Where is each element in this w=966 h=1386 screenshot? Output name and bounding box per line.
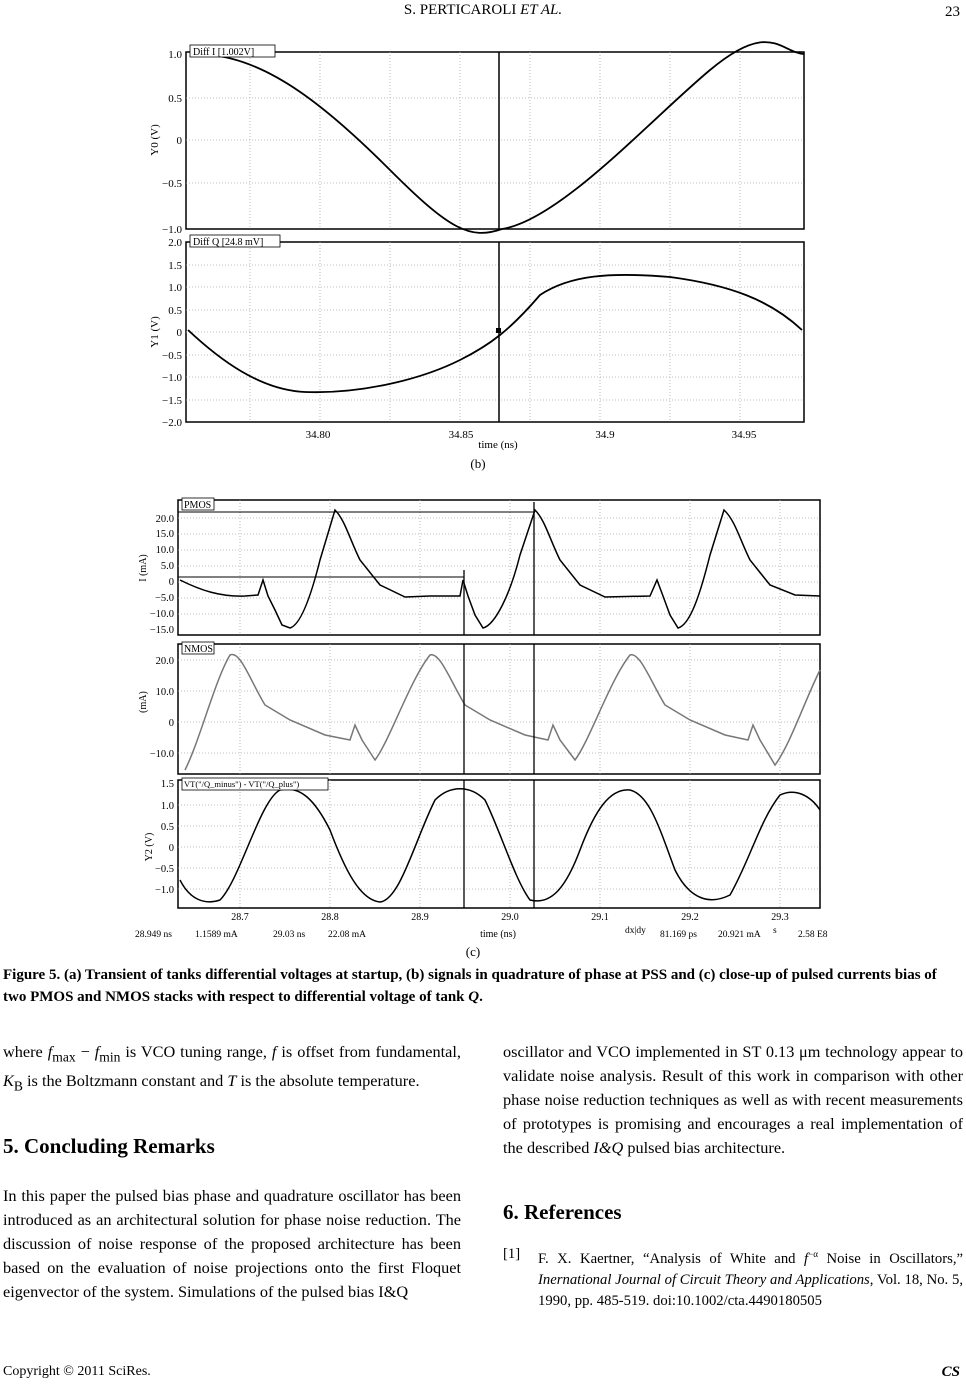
text: pulsed bias architecture. [627,1138,786,1157]
xtick: 29.1 [591,912,609,923]
pmos-ylabel: I (mA) [138,554,149,582]
ytick: −10.0 [149,609,174,620]
text: is the Boltzmann constant and [27,1071,224,1091]
ytick: 0.5 [160,822,174,833]
ytick: −2.0 [162,417,182,429]
footer-copyright: Copyright © 2011 SciRes. [3,1364,151,1379]
header-etal: ET AL. [520,2,563,18]
ytick: −1.0 [154,885,174,896]
ytick: 0.5 [168,305,182,317]
ytick: 10.0 [155,687,174,698]
pmos-legend: PMOS [184,500,212,511]
panel-c-vt [135,778,828,959]
ytick: −1.5 [162,395,182,407]
ytick: 1.5 [160,779,174,790]
ytick: −1.0 [162,224,182,236]
xtick: 34.95 [731,429,757,441]
ytick: 1.0 [168,49,182,61]
ytick: −1.0 [162,372,182,384]
caption-q: Q [468,989,480,1005]
figure-5-svg [130,40,830,960]
panel-b-bottom-ylabel: Y1 (V) [149,316,161,348]
panel-b-top-legend: Diff I [1.002V] [193,47,255,58]
left-column-para-2: In this paper the pulsed bias phase and quadrature oscillator has been introduced as an architectural solution for phase noise reduction. The discussion of noise response of the proposed architecture has been based on the evaluation of noise projections onto the first Floquet eigenvector of the system. Simulations of the pulsed bias I&Q [3,1186,461,1301]
right-column-para-1 [503,1040,963,1160]
xtick: 28.7 [231,912,249,923]
ytick: 2.0 [168,237,182,249]
text: is offset from fundamental, [281,1042,461,1061]
ytick: 1.0 [168,282,182,294]
nmos-ylabel: (mA) [138,691,149,713]
panel-c-pmos [138,498,820,636]
xtick: 34.85 [448,429,474,441]
text: I&Q [593,1138,624,1157]
panel-b-top-ylabel: Y0 (V) [149,124,161,156]
text: , Vol. 18, No. 5, 1990, pp. 485-519. doi:10.1002/cta.4490180505 [538,1271,963,1309]
nmos-legend: NMOS [184,644,213,655]
panel-c-xlabel: time (ns) [480,929,516,940]
ytick: 0 [168,577,174,588]
text: Inernational Journal of Circuit Theory and Applications [538,1271,870,1288]
ytick: 0 [176,135,182,147]
ytick: 1.0 [160,801,174,812]
ytick: −5.0 [154,593,174,604]
text: F. X. Kaertner, “Analysis of White and [538,1250,796,1267]
reference-1: F. X. Kaertner, “Analysis of White and $f^{-\alpha}$ Noise in Oscillators,” Inernational Journal of Circuit Theory and Applications, Vol. 18, No. 5, 1990, pp. 485-519. doi:10.1002/cta.4490180505 [538,1249,964,1309]
ytick: 15.0 [155,529,174,540]
ytick: 0.5 [168,93,182,105]
text: is VCO tuning range, [125,1042,267,1061]
panel-c-label: (c) [465,944,481,959]
readout: dx|dy [625,926,646,936]
panel-c-nmos [138,642,820,774]
text: is the absolute temperature. [240,1071,420,1091]
section-heading-5: 5. Concluding Remarks [3,1134,215,1158]
readout: 22.08 mA [328,930,366,940]
ytick: 1.5 [168,260,182,272]
caption-text: Figure 5. (a) Transient of tanks differential voltages at startup, (b) signals in quadrature of phase at PSS and (c) close-up of pulsed currents bias of two PMOS and NMOS stacks with respect to differential voltage of tank [3,967,937,1005]
text: Noise in Oscillators,” [826,1250,964,1267]
xtick: 29.0 [501,912,519,923]
xtick: 28.8 [321,912,339,923]
ytick: −0.5 [162,350,182,362]
panel-b-top [149,42,804,236]
ref-number: [1] [503,1246,521,1262]
vt-legend: VT("/Q_minus") - VT("/Q_plus") [184,779,300,789]
figure-5 [130,40,830,965]
section-heading-6: 6. References [503,1200,622,1224]
header-authors: S. PERTICAROLI [403,2,517,18]
page-number: 23 [945,4,960,20]
xtick: 29.2 [681,912,699,923]
readout: 2.58 E8 [798,930,828,940]
ytick: 10.0 [155,545,174,556]
vt-ylabel: Y2 (V) [144,832,155,862]
xtick: 34.80 [305,429,331,441]
readout: s [773,926,777,936]
panel-b-bottom [149,235,804,471]
panel-b-bottom-legend: Diff Q [24.8 mV] [193,237,264,248]
readout: 20.921 mA [718,930,761,940]
readout: 29.03 ns [273,930,306,940]
left-column-para-1: where $f_{max} - f_{min}$ is VCO tuning range, f is offset from fundamental, $K_B$ is the Boltzmann constant and T is the absolute temperature. [3,1042,461,1094]
text: oscillator and VCO implemented in ST 0.13 μm technology appear to validate noise analysis. Result of this work in comparison with other phase noise reduction techniques as well as with recent measurements of prototypes is promising and encourages a real implementation of the described [503,1042,963,1157]
ytick: 5.0 [160,561,174,572]
ytick: 0 [168,718,174,729]
figure-caption: Figure 5. (a) Transient of tanks differential voltages at startup, (b) signals in quadrature of phase at PSS and (c) close-up of pulsed currents bias of two PMOS and NMOS stacks with respect to differential voltage of tank Q. [3,967,937,1005]
xtick: 29.3 [771,912,789,923]
running-header [0,2,966,19]
readout: 28.949 ns [135,930,172,940]
text: where [3,1042,43,1061]
panel-b-label: (b) [470,456,486,471]
ytick: −10.0 [149,749,174,760]
ytick: −15.0 [149,625,174,636]
footer-journal: CS [941,1364,960,1380]
xtick: 28.9 [411,912,429,923]
readout: 1.1589 mA [195,930,238,940]
readout: 81.169 ps [660,930,697,940]
panel-b-xlabel: time (ns) [478,439,518,451]
ytick: −0.5 [154,864,174,875]
ytick: 0 [168,843,174,854]
ytick: −0.5 [162,178,182,190]
xtick: 34.9 [595,429,615,441]
ytick: 20.0 [155,656,174,667]
ytick: 0 [176,327,182,339]
ytick: 20.0 [155,514,174,525]
